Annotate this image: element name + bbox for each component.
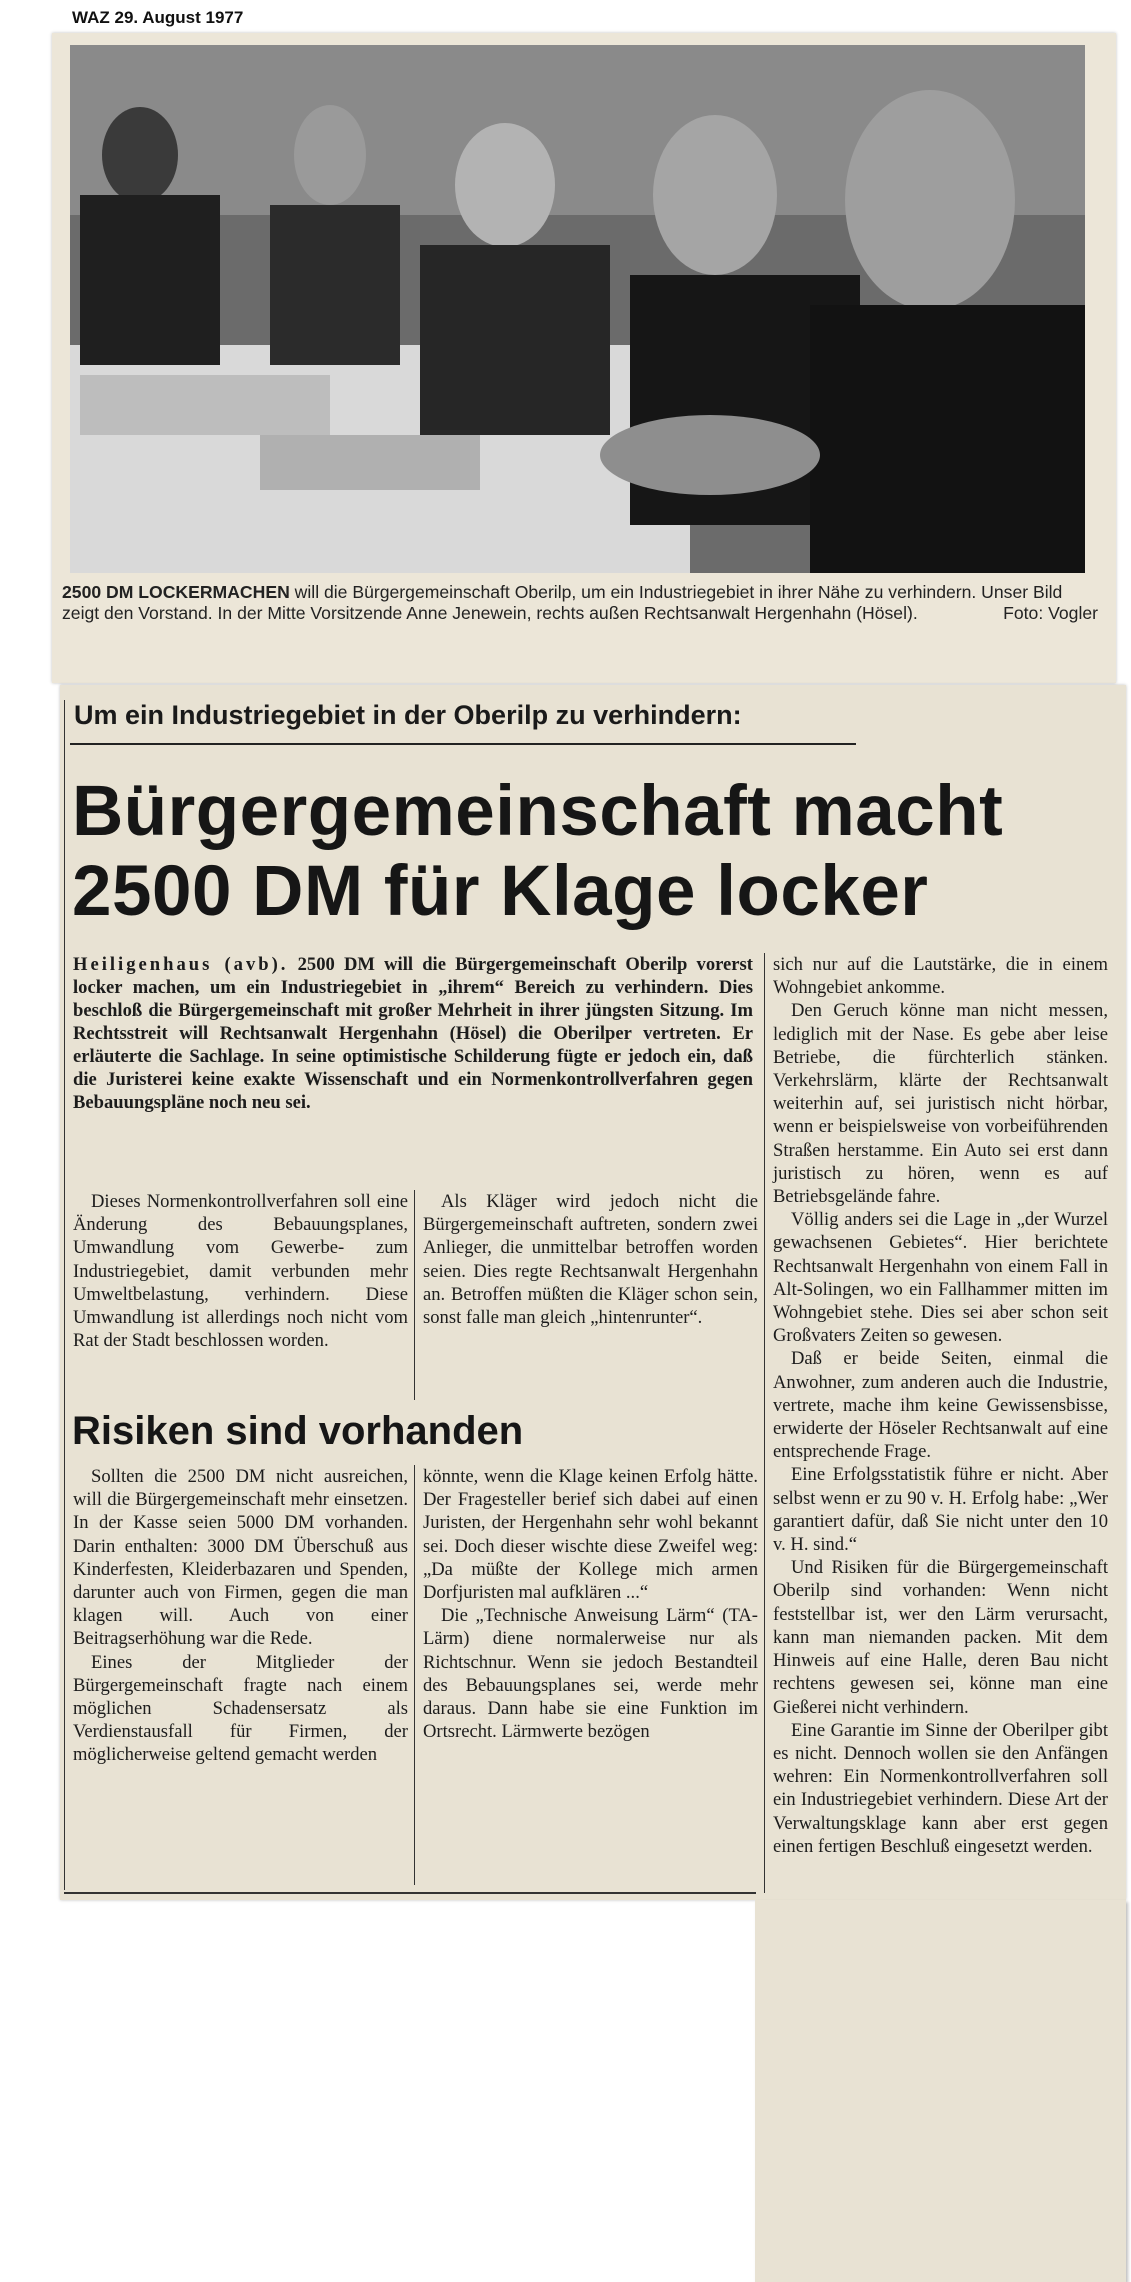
column-rule-c bbox=[764, 953, 765, 1893]
column-c-paragraph-2: Den Geruch könne man nicht messen, lediglich mit der Nase. Es gebe aber leise Betriebe, die fürchterlich stänken. Verkehrslärm, klärte der Rechtsanwalt weiterhin auf, sei juristisch nicht hörbar, wenn er beispielsweise von vorbeiführenden Straßen herstamme. Ein Auto sei erst dann juristisch zu hören, wenn es auf Betriebsgelände fahre. bbox=[773, 1000, 1108, 1208]
column-c-paragraph-3: Völlig anders sei die Lage in „der Wurzel gewachsenen Gebietes“. Hier berichtete Rechtsanwalt Hergenhahn von einem Fall in Alt-Solingen, wo ein Fallhammer mitten im Wohngebiet stehe. Dies sei aber schon seit Großvaters Zeiten so gewesen. bbox=[773, 1209, 1108, 1347]
dateline: Heiligenhaus (avb). bbox=[73, 954, 289, 975]
subheading: Risiken sind vorhanden bbox=[72, 1409, 524, 1453]
column-c-paragraph-6: Und Risiken für die Bürgergemeinschaft Oberilp sind vorhanden: Wenn nicht feststellbar ist, wer den Lärm verursacht, kann man niemanden packen. Mit dem Hinweis auf eine Halle, deren Bau nicht rechtens gewesen sei, könne man eine Gießerei nicht verhindern. bbox=[773, 1557, 1108, 1718]
lead-paragraph bbox=[73, 953, 753, 1114]
column-e-paragraph-1: könnte, wenn die Klage keinen Erfolg hätte. Der Fragesteller berief sich dabei auf einen Juristen, der Hergenhahn sehr wohl bekannt sei. Doch dieser wischte diese Zweifel weg: „Da müßte der Kollege mich armen Dorfjuristen mal aufklären ...“ bbox=[423, 1466, 758, 1604]
column-d-paragraph-2: Eines der Mitglieder der Bürgergemeinschaft fragte nach einem möglichen Schadensersatz als Verdienstausfall für Firmen, der möglicherweise geltend gemacht werden bbox=[73, 1651, 408, 1766]
photo-credit: Foto: Vogler bbox=[1003, 603, 1098, 623]
column-c-paragraph-7: Eine Garantie im Sinne der Oberilper gibt es nicht. Dennoch wollen sie den Anfängen wehren: Ein Normenkontrollverfahren soll ein Industriegebiet verhindern. Diese Art der Verwaltungsklage kann aber erst gegen einen fertigen Beschluß eingesetzt werden. bbox=[773, 1719, 1108, 1857]
board-photo bbox=[70, 45, 1085, 573]
headline bbox=[72, 772, 1112, 932]
lead-text: 2500 DM will die Bürgergemeinschaft Oberilp vorerst locker machen, um ein Industriegebiet in „ihrem“ Bereich zu verhindern. Dies beschloß die Bürgergemeinschaft mit großer Mehrheit in ihrer jüngsten Sitzung. Im Rechtsstreit will Rechtsanwalt Hergenhahn (Hösel) die Oberilper vertreten. Er erläuterte die Sachlage. In seine optimistische Schilderung fügte er jedoch ein, daß die Juristerei keine exakte Wissenschaft und ein Normenkontrollverfahren gegen Bebauungspläne noch neu sei. bbox=[73, 954, 753, 1113]
column-d bbox=[73, 1465, 408, 1767]
column-d-paragraph-1: Sollten die 2500 DM nicht ausreichen, will die Bürgergemeinschaft mehr einsetzen. In der Kasse seien 5000 DM vorhanden. Darin enthalten: 3000 DM Überschuß aus Kinderfesten, Kleiderbazaren und Spenden, darunter auch von Firmen, gegen die man klagen will. Auch von einer Beitragserhöhung war die Rede. bbox=[73, 1466, 408, 1650]
article-left-rule bbox=[64, 700, 65, 1890]
column-c-paragraph-1: sich nur auf die Lautstärke, die in einem Wohngebiet ankomme. bbox=[773, 954, 1108, 999]
article-clipping-tail bbox=[755, 1900, 1126, 2282]
column-a bbox=[73, 1190, 408, 1352]
caption-lead: 2500 DM LOCKERMACHEN bbox=[62, 582, 290, 602]
headline-line-1: Bürgergemeinschaft macht bbox=[72, 772, 1004, 851]
column-c-paragraph-5: Eine Erfolgsstatistik führe er nicht. Aber selbst wenn er zu 90 v. H. Erfolg habe: „Wer garantiert dafür, daß Sie nicht unter den 10 v. H. sind.“ bbox=[773, 1464, 1108, 1556]
article-bottom-rule bbox=[64, 1892, 756, 1894]
column-c-paragraph-4: Daß er beide Seiten, einmal die Anwohner, zum anderen auch die Industrie, vertrete, mache ihm keine Gewissensbisse, erwiderte der Höseler Rechtsanwalt auf eine entsprechende Frage. bbox=[773, 1348, 1108, 1463]
kicker-line: Um ein Industriegebiet in der Oberilp zu verhindern: bbox=[74, 700, 742, 730]
column-c bbox=[773, 953, 1108, 1858]
column-e-paragraph-2: Die „Technische Anweisung Lärm“ (TA-Lärm) diene normalerweise nur als Richtschnur. Wenn sie jedoch Bestandteil des Bebauungsplanes sei, werde mehr daraus. Dann habe sie eine Funktion im Ortsrecht. Lärmwerte bezögen bbox=[423, 1605, 758, 1743]
column-b-paragraph-1: Als Kläger wird jedoch nicht die Bürgergemeinschaft auftreten, sondern zwei Anlieger, die unmittelbar betroffen worden seien. Dies regte Rechtsanwalt Hergenhahn an. Betroffen müßten die Kläger schon sein, sonst falle man gleich „hintenrunter“. bbox=[423, 1191, 758, 1329]
photo-caption bbox=[62, 582, 1098, 624]
source-label: WAZ 29. August 1977 bbox=[72, 8, 244, 27]
photo-image bbox=[70, 45, 1085, 573]
column-rule-ab bbox=[414, 1190, 415, 1400]
column-e bbox=[423, 1465, 758, 1743]
column-rule-de bbox=[414, 1465, 415, 1885]
headline-line-2: 2500 DM für Klage locker bbox=[72, 852, 929, 931]
column-a-paragraph-1: Dieses Normenkontrollverfahren soll eine Änderung des Bebauungsplanes, Umwandlung vom Gewerbe- zum Industriegebiet, damit verbunden mehr Umweltbelastung, verhindern. Diese Umwandlung ist allerdings noch nicht vom Rat der Stadt beschlossen worden. bbox=[73, 1191, 408, 1352]
column-b bbox=[423, 1190, 758, 1329]
kicker-rule bbox=[70, 743, 856, 745]
caption-text: will die Bürgergemeinschaft Oberilp, um ein Industriegebiet in ihrer Nähe zu verhindern. Unser Bild zeigt den Vorstand. In der Mitte Vorsitzende Anne Jenewein, rechts außen Rechtsanwalt Hergenhahn (Hösel). bbox=[62, 582, 1063, 623]
